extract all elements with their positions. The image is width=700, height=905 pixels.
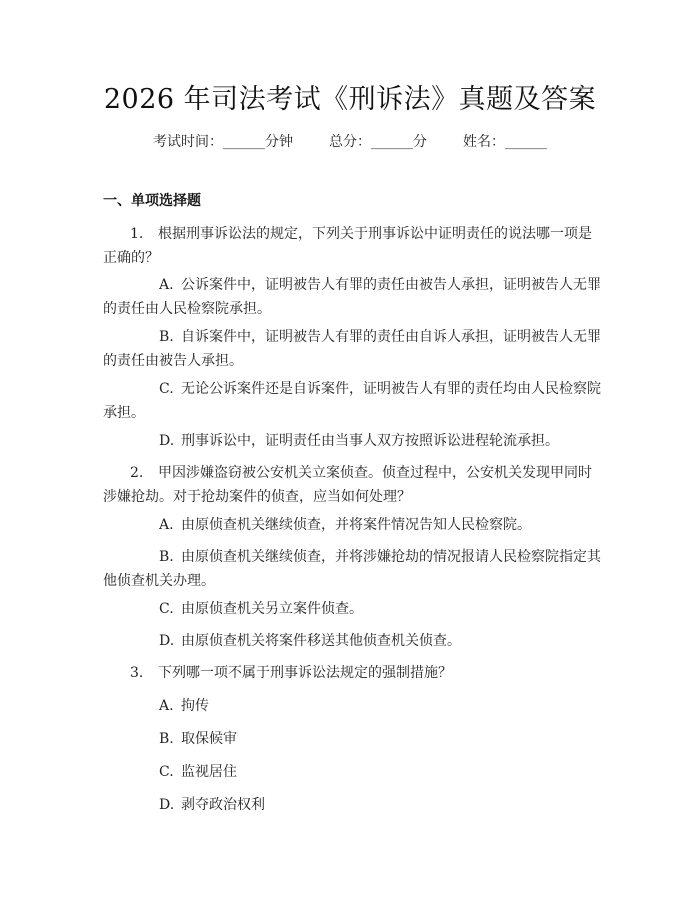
total-score-field: 总分：______分 xyxy=(329,134,427,150)
question-text: 下列哪一项不属于刑事诉讼法规定的强制措施？ xyxy=(158,665,452,681)
q2-option-c xyxy=(103,597,601,621)
question-2 xyxy=(103,461,601,509)
option-text: 无论公诉案件还是自诉案件，证明被告人有罪的责任均由人民检察院承担。 xyxy=(103,381,601,421)
option-letter: C. xyxy=(159,764,174,780)
q2-option-b xyxy=(103,545,601,593)
option-text: 自诉案件中，证明被告人有罪的责任由自诉人承担，证明被告人无罪的责任由被告人承担。 xyxy=(103,329,601,369)
q1-option-a xyxy=(103,273,601,321)
option-text: 监视居住 xyxy=(181,764,237,780)
q2-option-d xyxy=(103,629,601,653)
option-text: 剥夺政治权利 xyxy=(181,797,265,813)
option-text: 公诉案件中，证明被告人有罪的责任由被告人承担，证明被告人无罪的责任由人民检察院承担。 xyxy=(103,277,601,317)
question-text: 甲因涉嫌盗窃被公安机关立案侦查。侦查过程中，公安机关发现甲同时涉嫌抢劫。对于抢劫案件的侦查，应当如何处理？ xyxy=(103,465,592,505)
option-text: 刑事诉讼中，证明责任由当事人双方按照诉讼进程轮流承担。 xyxy=(181,433,559,449)
option-letter: C. xyxy=(159,601,174,617)
question-1 xyxy=(103,222,601,270)
question-3 xyxy=(103,661,601,685)
option-letter: D. xyxy=(159,633,175,649)
option-text: 拘传 xyxy=(181,698,209,714)
option-letter: B. xyxy=(159,329,174,345)
exam-meta-line xyxy=(0,130,700,154)
option-letter: A. xyxy=(159,698,174,714)
option-letter: D. xyxy=(159,797,175,813)
question-text: 根据刑事诉讼法的规定，下列关于刑事诉讼中证明责任的说法哪一项是正确的？ xyxy=(103,226,592,266)
option-text: 由原侦查机关将案件移送其他侦查机关侦查。 xyxy=(181,633,461,649)
question-number: 2. xyxy=(130,465,144,481)
q3-option-d xyxy=(103,793,601,817)
option-text: 由原侦查机关继续侦查，并将案件情况告知人民检察院。 xyxy=(181,517,531,533)
option-text: 取保候审 xyxy=(181,731,237,747)
q1-option-d xyxy=(103,429,601,453)
document-title: 2026 年司法考试《刑诉法》真题及答案 xyxy=(103,84,597,115)
option-text: 由原侦查机关另立案件侦查。 xyxy=(181,601,363,617)
question-number: 1. xyxy=(130,226,144,242)
question-number: 3. xyxy=(130,665,144,681)
q3-option-c xyxy=(103,760,601,784)
exam-time-field: 考试时间：______分钟 xyxy=(153,134,293,150)
q1-option-c xyxy=(103,377,601,425)
q3-option-b xyxy=(103,727,601,751)
option-letter: D. xyxy=(159,433,175,449)
option-letter: A. xyxy=(159,517,174,533)
option-text: 由原侦查机关继续侦查，并将涉嫌抢劫的情况报请人民检察院指定其他侦查机关办理。 xyxy=(103,549,601,589)
option-letter: B. xyxy=(159,731,174,747)
q2-option-a xyxy=(103,513,601,537)
name-field: 姓名：______ xyxy=(463,134,547,150)
section-heading: 一、单项选择题 xyxy=(103,193,201,209)
option-letter: B. xyxy=(159,549,174,565)
q1-option-b xyxy=(103,325,601,373)
option-letter: C. xyxy=(159,381,174,397)
q3-option-a xyxy=(103,694,601,718)
option-letter: A. xyxy=(159,277,174,293)
